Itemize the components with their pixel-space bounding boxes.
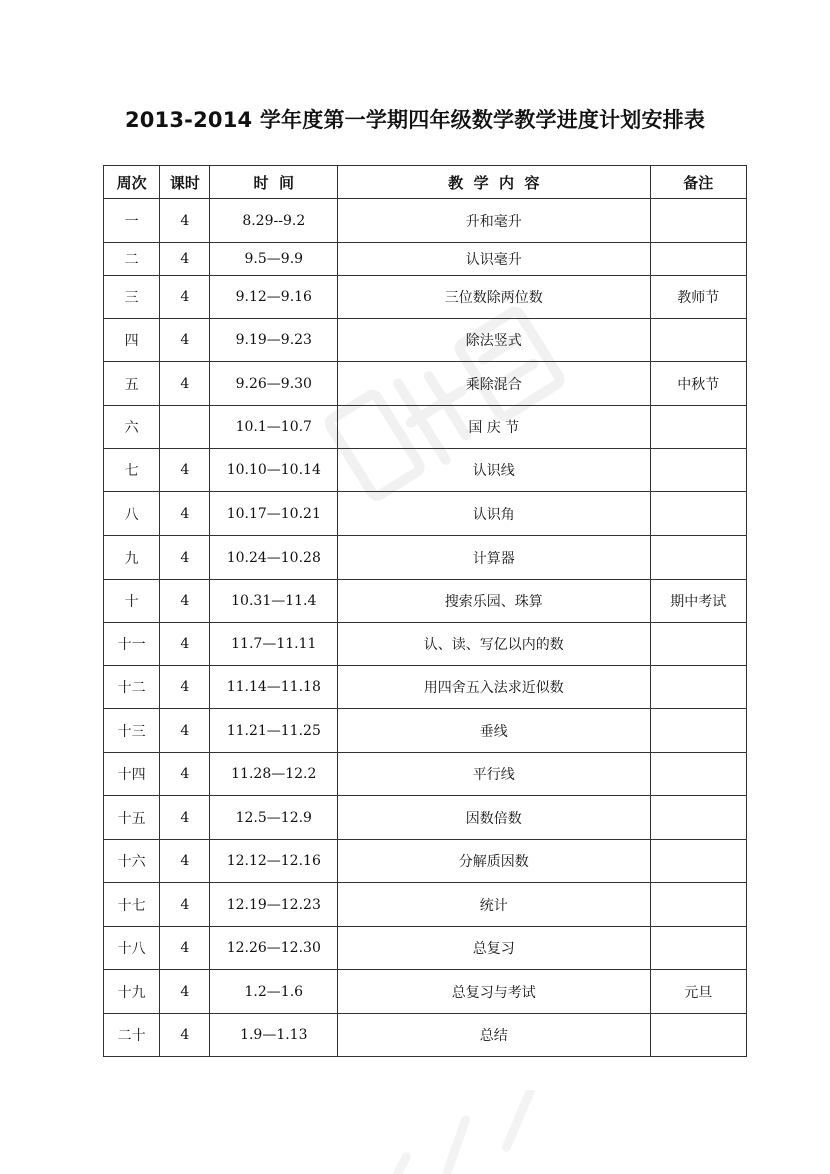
cell-note: 中秋节 <box>650 362 746 406</box>
cell-note: 教师节 <box>650 276 746 319</box>
table-row <box>104 536 747 580</box>
table-row <box>104 243 747 276</box>
table-row <box>104 883 747 927</box>
cell-time: 12.19—12.23 <box>210 883 338 927</box>
cell-week: 六 <box>104 406 160 449</box>
cell-note <box>650 623 746 666</box>
cell-note <box>650 840 746 883</box>
cell-hours: 4 <box>160 840 210 883</box>
cell-content: 因数倍数 <box>338 796 650 840</box>
table-row <box>104 406 747 449</box>
table-row <box>104 492 747 536</box>
cell-week: 十 <box>104 580 160 623</box>
table-row <box>104 362 747 406</box>
cell-content: 认识角 <box>338 492 650 536</box>
cell-time: 1.9—1.13 <box>210 1014 338 1057</box>
table-row <box>104 666 747 709</box>
cell-content: 认识线 <box>338 449 650 492</box>
cell-time: 11.21—11.25 <box>210 709 338 753</box>
cell-hours: 4 <box>160 927 210 970</box>
table-row <box>104 753 747 796</box>
cell-week: 十七 <box>104 883 160 927</box>
cell-hours: 4 <box>160 623 210 666</box>
cell-week: 九 <box>104 536 160 580</box>
cell-week: 十四 <box>104 753 160 796</box>
table-row <box>104 970 747 1014</box>
cell-time: 11.7—11.11 <box>210 623 338 666</box>
cell-week: 十二 <box>104 666 160 709</box>
cell-week: 十六 <box>104 840 160 883</box>
cell-note <box>650 927 746 970</box>
cell-hours: 4 <box>160 580 210 623</box>
cell-time: 11.28—12.2 <box>210 753 338 796</box>
cell-hours: 4 <box>160 753 210 796</box>
table-row <box>104 1014 747 1057</box>
cell-note <box>650 243 746 276</box>
cell-note <box>650 883 746 927</box>
cell-note <box>650 492 746 536</box>
cell-time: 12.26—12.30 <box>210 927 338 970</box>
cell-week: 二 <box>104 243 160 276</box>
cell-hours: 4 <box>160 1014 210 1057</box>
cell-hours: 4 <box>160 319 210 362</box>
cell-hours: 4 <box>160 536 210 580</box>
cell-note <box>650 709 746 753</box>
table-row <box>104 276 747 319</box>
cell-hours: 4 <box>160 796 210 840</box>
cell-content: 国 庆 节 <box>338 406 650 449</box>
cell-note: 元旦 <box>650 970 746 1014</box>
header-time: 时 间 <box>210 166 338 199</box>
table-body <box>104 199 747 1057</box>
table-row <box>104 709 747 753</box>
cell-note <box>650 199 746 243</box>
cell-note <box>650 536 746 580</box>
table-row <box>104 580 747 623</box>
table-row <box>104 623 747 666</box>
schedule-table <box>103 165 747 1057</box>
cell-time: 10.31—11.4 <box>210 580 338 623</box>
cell-content: 认、读、写亿以内的数 <box>338 623 650 666</box>
header-content: 教 学 内 容 <box>338 166 650 199</box>
cell-week: 十三 <box>104 709 160 753</box>
cell-week: 一 <box>104 199 160 243</box>
cell-note <box>650 796 746 840</box>
cell-note <box>650 406 746 449</box>
table-row <box>104 840 747 883</box>
cell-week: 十一 <box>104 623 160 666</box>
cell-content: 乘除混合 <box>338 362 650 406</box>
cell-content: 三位数除两位数 <box>338 276 650 319</box>
header-hours: 课时 <box>160 166 210 199</box>
cell-note <box>650 753 746 796</box>
cell-hours: 4 <box>160 449 210 492</box>
cell-note <box>650 449 746 492</box>
cell-time: 8.29--9.2 <box>210 199 338 243</box>
cell-hours: 4 <box>160 666 210 709</box>
header-week: 周次 <box>104 166 160 199</box>
cell-content: 垂线 <box>338 709 650 753</box>
header-note: 备注 <box>650 166 746 199</box>
cell-time: 11.14—11.18 <box>210 666 338 709</box>
cell-time: 9.26—9.30 <box>210 362 338 406</box>
cell-week: 三 <box>104 276 160 319</box>
cell-time: 12.5—12.9 <box>210 796 338 840</box>
table-row <box>104 319 747 362</box>
cell-note <box>650 666 746 709</box>
cell-week: 十九 <box>104 970 160 1014</box>
cell-time: 10.10—10.14 <box>210 449 338 492</box>
cell-hours: 4 <box>160 276 210 319</box>
cell-week: 五 <box>104 362 160 406</box>
cell-content: 用四舍五入法求近似数 <box>338 666 650 709</box>
table-row <box>104 927 747 970</box>
cell-content: 分解质因数 <box>338 840 650 883</box>
cell-content: 统计 <box>338 883 650 927</box>
table-row <box>104 449 747 492</box>
cell-week: 四 <box>104 319 160 362</box>
cell-content: 总复习与考试 <box>338 970 650 1014</box>
cell-note: 期中考试 <box>650 580 746 623</box>
table-row <box>104 199 747 243</box>
cell-time: 9.19—9.23 <box>210 319 338 362</box>
cell-content: 除法竖式 <box>338 319 650 362</box>
cell-time: 10.24—10.28 <box>210 536 338 580</box>
cell-hours <box>160 406 210 449</box>
cell-hours: 4 <box>160 709 210 753</box>
cell-time: 9.12—9.16 <box>210 276 338 319</box>
cell-week: 十五 <box>104 796 160 840</box>
cell-hours: 4 <box>160 243 210 276</box>
cell-content: 升和毫升 <box>338 199 650 243</box>
cell-content: 认识毫升 <box>338 243 650 276</box>
cell-note <box>650 319 746 362</box>
cell-time: 10.17—10.21 <box>210 492 338 536</box>
cell-hours: 4 <box>160 883 210 927</box>
page-title: 2013-2014 学年度第一学期四年级数学教学进度计划安排表 <box>124 108 706 132</box>
cell-time: 1.2—1.6 <box>210 970 338 1014</box>
cell-content: 总复习 <box>338 927 650 970</box>
cell-hours: 4 <box>160 362 210 406</box>
cell-week: 八 <box>104 492 160 536</box>
cell-content: 计算器 <box>338 536 650 580</box>
cell-content: 搜索乐园、珠算 <box>338 580 650 623</box>
cell-hours: 4 <box>160 970 210 1014</box>
cell-hours: 4 <box>160 492 210 536</box>
cell-week: 十八 <box>104 927 160 970</box>
table-header-row <box>104 166 747 199</box>
cell-content: 总结 <box>338 1014 650 1057</box>
table-row <box>104 796 747 840</box>
cell-week: 二十 <box>104 1014 160 1057</box>
cell-note <box>650 1014 746 1057</box>
cell-time: 10.1—10.7 <box>210 406 338 449</box>
cell-time: 12.12—12.16 <box>210 840 338 883</box>
cell-time: 9.5—9.9 <box>210 243 338 276</box>
cell-hours: 4 <box>160 199 210 243</box>
cell-content: 平行线 <box>338 753 650 796</box>
watermark-logo-bottom <box>330 1090 580 1174</box>
cell-week: 七 <box>104 449 160 492</box>
watermark-stroke <box>364 1090 549 1174</box>
